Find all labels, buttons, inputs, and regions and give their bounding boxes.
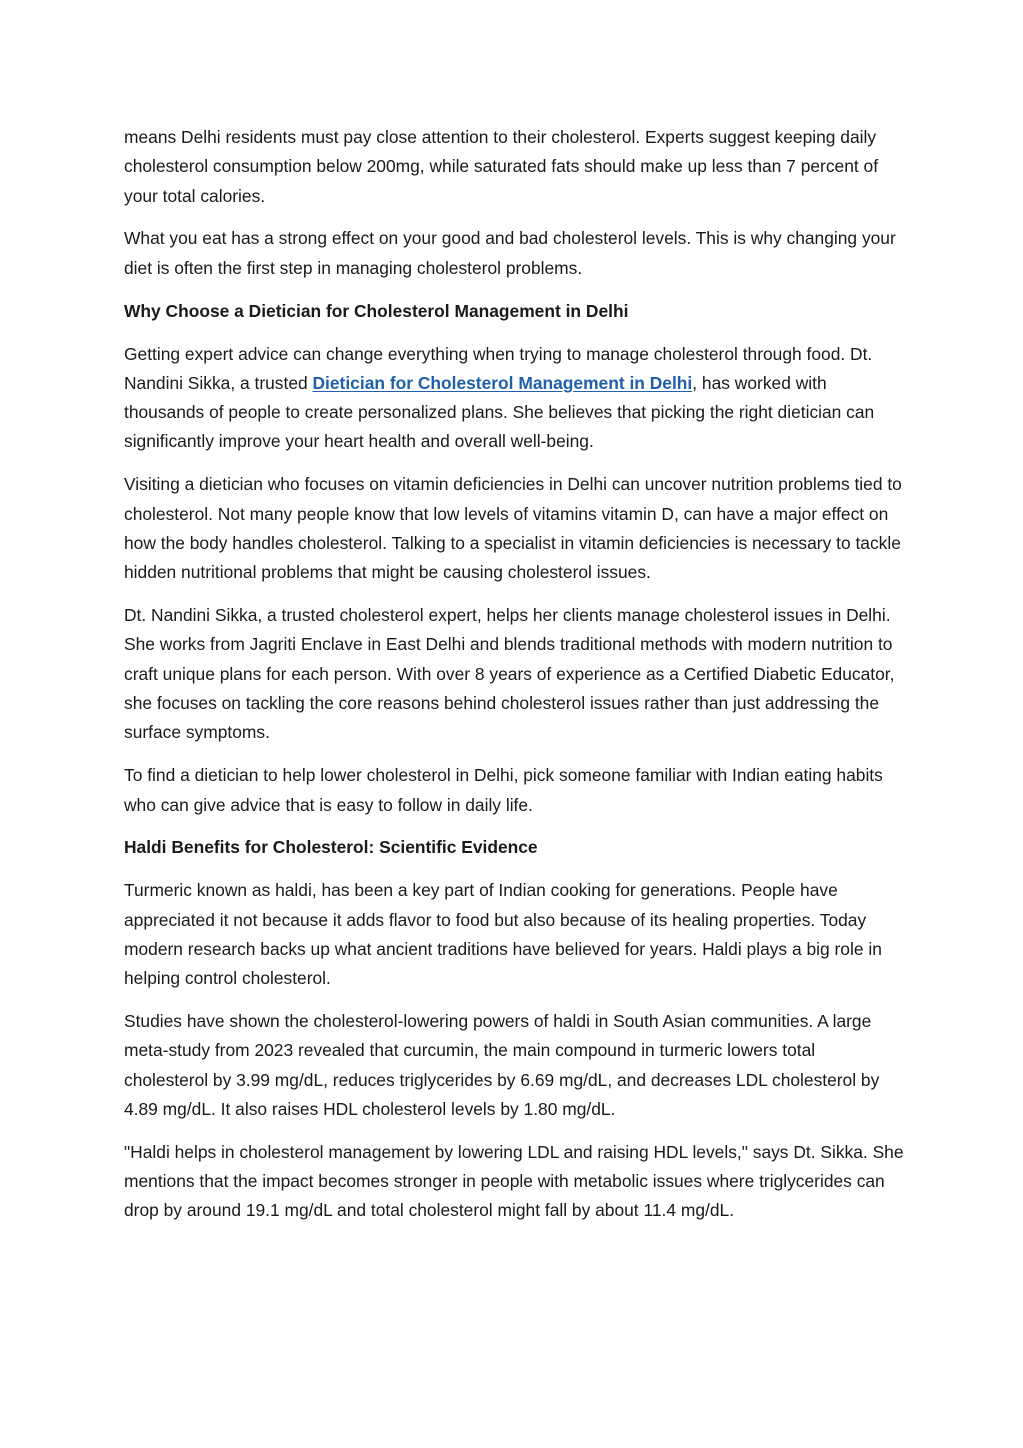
paragraph-find-dietician: To find a dietician to help lower cholesterol in Delhi, pick someone familiar with Indian eating habits who can give advice that is easy to follow in daily life.: [124, 765, 883, 815]
paragraph-turmeric-intro: Turmeric known as haldi, has been a key part of Indian cooking for generations. People have appreciated it not because it adds flavor to food but also because of its healing properties. Today modern research backs up what ancient traditions have believed for years. Haldi plays a big role in helping control cholesterol.: [124, 880, 882, 989]
paragraph-cholesterol-intake: means Delhi residents must pay close attention to their cholesterol. Experts suggest keeping daily cholesterol consumption below 200mg, while saturated fats should make up less than 7 percent of your total calories.: [124, 127, 879, 206]
paragraph-expert-advice: [124, 340, 904, 457]
paragraph-expert-advice-end: , has worked with thousands of people to create personalized plans. She believes that picking the right dietician can significantly improve your heart health and overall well-being.: [124, 372, 875, 452]
dietician-cholesterol-link[interactable]: Dietician for Cholesterol Management in Delhi: [312, 372, 693, 393]
paragraph-sikka-quote: "Haldi helps in cholesterol management by lowering LDL and raising HDL levels," says Dt. Sikka. She mentions that the impact becomes stronger in people with metabolic issues where triglycerides can drop by around 19.1 mg/dL and total cholesterol might fall by about 11.4 mg/dL.: [124, 1141, 904, 1221]
paragraph-meta-study: Studies have shown the cholesterol-lowering powers of haldi in South Asian communities. A large meta-study from 2023 revealed that curcumin, the main compound in turmeric lowers total cholesterol by 3.99 mg/dL, reduces triglycerides by 6.69 mg/dL, and decreases LDL cholesterol by 4.89 mg/dL. It also raises HDL cholesterol levels by 1.80 mg/dL.: [124, 1011, 880, 1119]
paragraph-vitamin-deficiencies: Visiting a dietician who focuses on vitamin deficiencies in Delhi can uncover nutrition problems tied to cholesterol. Not many people know that low levels of vitamins vitamin D, can have a major effect on how the body handles cholesterol. Talking to a specialist in vitamin deficiencies is necessary to tackle hidden nutritional problems that might be causing cholesterol issues.: [124, 474, 902, 583]
paragraph-expert-advice-start: Getting expert advice can change everything when trying to manage cholesterol through food. Dt. Nandini Sikka, a trusted: [124, 343, 873, 393]
paragraph-nandini-sikka: Dt. Nandini Sikka, a trusted cholesterol expert, helps her clients manage cholesterol issues in Delhi. She works from Jagriti Enclave in East Delhi and blends traditional methods with modern nutrition to craft unique plans for each person. With over 8 years of experience as a Certified Diabetic Educator, she focuses on tackling the core reasons behind cholesterol issues rather than just addressing the surface symptoms.: [124, 605, 895, 743]
heading-haldi-benefits: Haldi Benefits for Cholesterol: Scientific Evidence: [124, 837, 538, 858]
heading-why-choose-dietician: Why Choose a Dietician for Cholesterol Management in Delhi: [124, 300, 629, 321]
document-page: [124, 123, 904, 1239]
paragraph-diet-effect: What you eat has a strong effect on your good and bad cholesterol levels. This is why changing your diet is often the first step in managing cholesterol problems.: [124, 228, 896, 278]
